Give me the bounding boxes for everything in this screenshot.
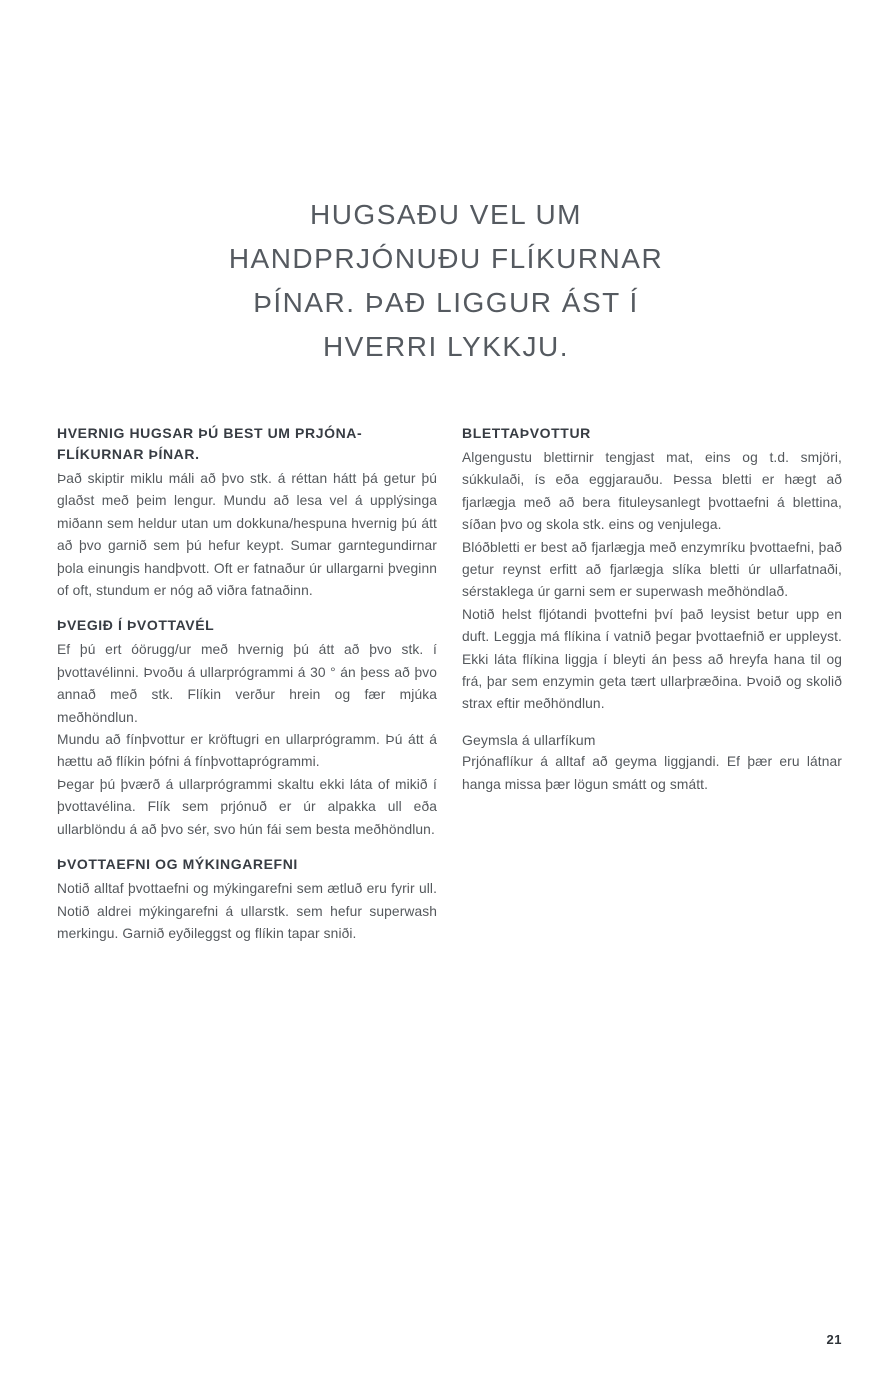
main-title-line: ÞÍNAR. ÞAÐ LIGGUR ÁST Í xyxy=(253,287,639,318)
main-title-line: HVERRI LYKKJU. xyxy=(322,331,570,362)
paragraph: Það skiptir miklu máli að þvo stk. á réttan hátt þá getur þú glaðst með þeim lengur. Mundu að lesa vel á upplýsinga miðann sem heldur utan um dokkuna/hespuna hvernig þú átt að þvo garnið sem þú hefur keypt. Sumar garntegundirnar þola einungis handþvott. Oft er fatnaður úr ullargarni þveginn of oft, stundum er nóg að viðra fatnaðinn. xyxy=(57,471,437,599)
section-heading: BLETTAÞVOTTUR xyxy=(462,425,591,441)
paragraph: Þegar þú þværð á ullarprógrammi skaltu ekki láta of mikið í þvottavélina. Flík sem prjónuð er úr alpakka ull eða ullarblöndu á að þvo sér, svo hún fái sem besta meðhöndlun. xyxy=(57,776,437,837)
left-column xyxy=(57,423,437,958)
paragraph: Blóðbletti er best að fjarlægja með enzymríku þvottaefni, það getur reynst erfitt að fjarlægja slíka bletti úr ullarfatnaði, sérstaklega úr garni sem er superwash meðhöndlað. xyxy=(462,539,842,600)
paragraph: Mundu að fínþvottur er kröftugri en ullarprógramm. Þú átt á hættu að flíkin þófni á fínþvottaprógrammi. xyxy=(57,732,437,770)
paragraph: Notið helst fljótandi þvottefni því það leysist betur upp en duft. Leggja má flíkina í vatnið þegar þvottaefnið er uppleyst. Ekki láta flíkina liggja í bleyti án þess að hreyfa hana til og frá, þar sem enzymin geta tært ullarþræðina. Þvoið og skolið strax eftir meðhöndlun. xyxy=(462,606,842,712)
section-heading: ÞVOTTAEFNI OG MÝKINGAREFNI xyxy=(57,856,298,873)
section-blettathvottur xyxy=(462,423,842,716)
paragraph: Prjónaflíkur á alltaf að geyma liggjandi. Ef þær eru látnar hanga missa þær lögun smátt og smátt. xyxy=(462,754,842,792)
two-column-body xyxy=(0,423,892,958)
main-title xyxy=(0,193,892,369)
section-thvottaefni xyxy=(57,854,437,945)
section-heading: HVERNIG HUGSAR ÞÚ BEST UM PRJÓNA-FLÍKURNAR ÞÍNAR. xyxy=(57,425,363,462)
section-thvegid-i-thvottavel xyxy=(57,615,437,841)
paragraph: Ef þú ert óörugg/ur með hvernig þú átt að þvo stk. í þvottavélinni. Þvoðu á ullarprógrammi á 30 ° án þess að þvo annað með stk. Flíkin verður hrein og fær mjúka meðhöndlun. xyxy=(57,642,437,725)
section-hvernig-hugsar xyxy=(57,423,437,602)
section-heading: ÞVEGIÐ Í ÞVOTTAVÉL xyxy=(57,617,215,634)
paragraph: Algengustu blettirnir tengjast mat, eins og t.d. smjöri, súkkulaði, ís eða eggjarauðu. Þessa bletti er hægt að fjarlægja með að bera fituleysanlegt þvottaefni á blettina, síðan þvo og skola stk. eins og venjulega. xyxy=(462,450,842,533)
page-number: 21 xyxy=(826,1332,842,1347)
right-column xyxy=(462,423,842,958)
document-page xyxy=(0,193,892,1375)
main-title-line: HUGSAÐU VEL UM xyxy=(309,199,582,230)
section-geymsla xyxy=(462,729,842,796)
subheading: Geymsla á ullarfíkum xyxy=(462,731,596,748)
paragraph: Notið alltaf þvottaefni og mýkingarefni sem ætluð eru fyrir ull. Notið aldrei mýkingarefni á ullarstk. sem hefur superwash merkingu. Garnið eyðileggst og flíkin tapar sniði. xyxy=(57,881,437,941)
main-title-line: HANDPRJÓNUÐU FLÍKURNAR xyxy=(228,243,664,274)
